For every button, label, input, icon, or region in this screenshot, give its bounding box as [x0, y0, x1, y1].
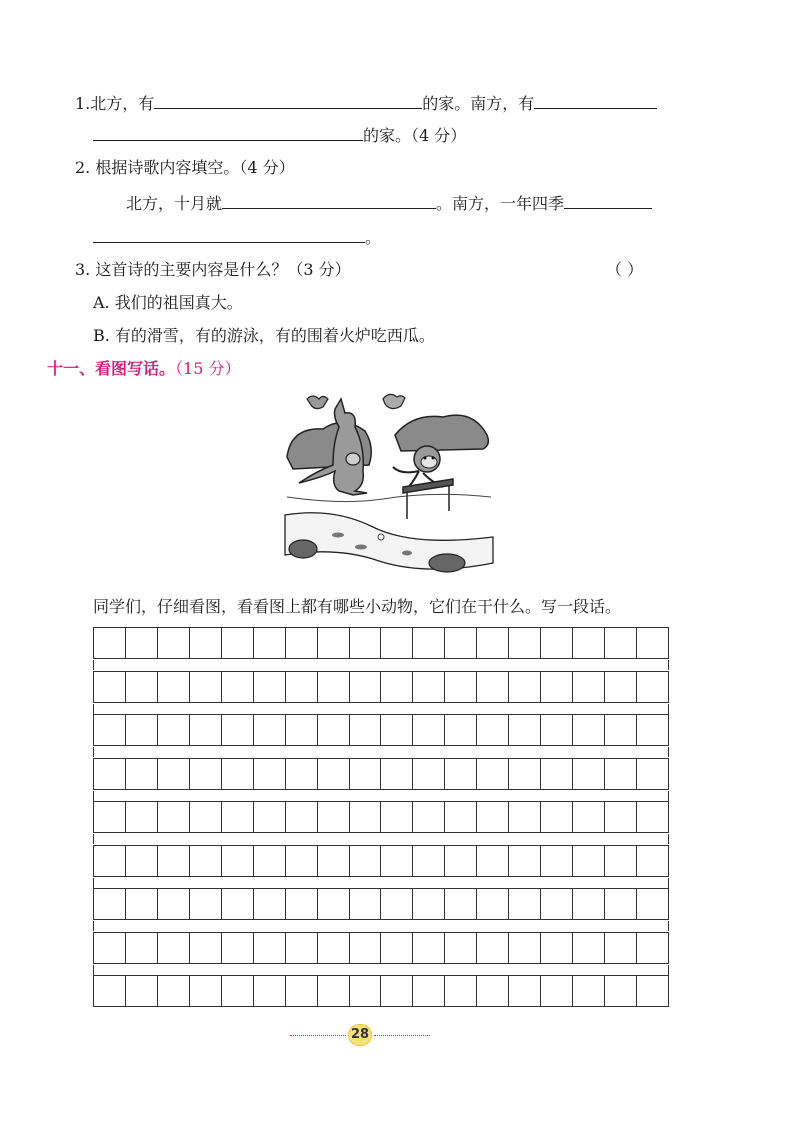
writing-cell[interactable]: [573, 628, 605, 658]
writing-cell[interactable]: [94, 976, 126, 1006]
writing-cell[interactable]: [126, 672, 158, 702]
writing-cell[interactable]: [254, 889, 286, 919]
writing-cell[interactable]: [637, 933, 668, 963]
writing-cell[interactable]: [94, 889, 126, 919]
writing-cell[interactable]: [509, 715, 541, 745]
question-1-number: 1.: [75, 94, 91, 113]
writing-cell[interactable]: [222, 802, 254, 832]
writing-cell[interactable]: [637, 889, 668, 919]
option-b: B. 有的滑雪，有的游泳，有的围着火炉吃西瓜。: [93, 326, 435, 345]
writing-cell[interactable]: [158, 628, 190, 658]
writing-cell[interactable]: [254, 933, 286, 963]
writing-cell[interactable]: [190, 628, 222, 658]
writing-cell[interactable]: [126, 802, 158, 832]
writing-cell[interactable]: [286, 976, 318, 1006]
row-spacer: [93, 660, 669, 670]
writing-cell[interactable]: [254, 628, 286, 658]
row-spacer: [93, 834, 669, 844]
answer-blank-2a[interactable]: [222, 192, 436, 209]
writing-grid-row[interactable]: [93, 671, 669, 703]
writing-cell[interactable]: [509, 628, 541, 658]
writing-cell[interactable]: [222, 933, 254, 963]
writing-cell[interactable]: [605, 802, 637, 832]
writing-cell[interactable]: [541, 846, 573, 876]
lily-pad-right: [429, 554, 465, 572]
section-title-text: 十一、看图写话。: [47, 359, 176, 378]
writing-cell[interactable]: [126, 759, 158, 789]
writing-cell[interactable]: [286, 846, 318, 876]
question-2-text-c: 。: [365, 228, 382, 247]
question-1-line-1: [75, 92, 657, 114]
writing-cell[interactable]: [126, 976, 158, 1006]
writing-cell[interactable]: [254, 715, 286, 745]
writing-cell[interactable]: [445, 889, 477, 919]
answer-paren[interactable]: （ ）: [606, 260, 644, 279]
writing-cell[interactable]: [318, 802, 350, 832]
writing-cell[interactable]: [318, 976, 350, 1006]
writing-cell[interactable]: [413, 715, 445, 745]
writing-cell[interactable]: [445, 759, 477, 789]
writing-cell[interactable]: [381, 846, 413, 876]
writing-cell[interactable]: [509, 802, 541, 832]
answer-blank-1c[interactable]: [93, 124, 363, 141]
bird-right: [383, 394, 405, 408]
writing-cell[interactable]: [509, 846, 541, 876]
writing-cell[interactable]: [413, 672, 445, 702]
writing-cell[interactable]: [286, 933, 318, 963]
writing-cell[interactable]: [190, 976, 222, 1006]
section-points: （15 分）: [175, 359, 241, 378]
writing-grid-row[interactable]: [93, 714, 669, 746]
writing-cell[interactable]: [413, 759, 445, 789]
writing-cell[interactable]: [477, 715, 509, 745]
writing-cell[interactable]: [637, 715, 668, 745]
writing-cell[interactable]: [350, 759, 382, 789]
writing-cell[interactable]: [413, 802, 445, 832]
writing-cell[interactable]: [573, 672, 605, 702]
lily-pad-left: [289, 540, 317, 558]
writing-cell[interactable]: [286, 759, 318, 789]
writing-cell[interactable]: [158, 846, 190, 876]
writing-cell[interactable]: [477, 976, 509, 1006]
writing-cell[interactable]: [381, 933, 413, 963]
writing-cell[interactable]: [381, 672, 413, 702]
writing-grid-row[interactable]: [93, 627, 669, 659]
row-spacer: [93, 747, 669, 757]
writing-cell[interactable]: [605, 846, 637, 876]
writing-cell[interactable]: [350, 933, 382, 963]
footer-dotted-line-left: [290, 1035, 346, 1036]
writing-cell[interactable]: [158, 802, 190, 832]
writing-cell[interactable]: [477, 933, 509, 963]
writing-cell[interactable]: [445, 933, 477, 963]
writing-cell[interactable]: [541, 802, 573, 832]
writing-cell[interactable]: [509, 889, 541, 919]
writing-cell[interactable]: [190, 889, 222, 919]
writing-cell[interactable]: [605, 976, 637, 1006]
writing-cell[interactable]: [605, 933, 637, 963]
writing-cell[interactable]: [318, 889, 350, 919]
writing-grid-row[interactable]: [93, 758, 669, 790]
writing-cell[interactable]: [318, 715, 350, 745]
question-2-line-1: [126, 192, 652, 214]
writing-cell[interactable]: [318, 933, 350, 963]
question-1-text-c: 的家。（4 分）: [363, 126, 467, 145]
writing-cell[interactable]: [381, 976, 413, 1006]
writing-cell[interactable]: [637, 759, 668, 789]
writing-cell[interactable]: [126, 933, 158, 963]
writing-cell[interactable]: [637, 628, 668, 658]
writing-cell[interactable]: [126, 715, 158, 745]
writing-cell[interactable]: [158, 976, 190, 1006]
writing-cell[interactable]: [445, 976, 477, 1006]
writing-cell[interactable]: [477, 672, 509, 702]
writing-cell[interactable]: [573, 933, 605, 963]
writing-cell[interactable]: [445, 715, 477, 745]
writing-cell[interactable]: [190, 715, 222, 745]
writing-cell[interactable]: [350, 802, 382, 832]
writing-grid-row[interactable]: [93, 801, 669, 833]
writing-cell[interactable]: [605, 628, 637, 658]
writing-cell[interactable]: [190, 802, 222, 832]
writing-cell[interactable]: [222, 628, 254, 658]
writing-cell[interactable]: [605, 759, 637, 789]
writing-cell[interactable]: [381, 889, 413, 919]
writing-cell[interactable]: [222, 889, 254, 919]
writing-cell[interactable]: [573, 846, 605, 876]
writing-cell[interactable]: [477, 889, 509, 919]
writing-cell[interactable]: [190, 672, 222, 702]
writing-cell[interactable]: [350, 889, 382, 919]
row-spacer: [93, 878, 669, 888]
row-spacer: [93, 921, 669, 931]
writing-cell[interactable]: [350, 715, 382, 745]
writing-cell[interactable]: [637, 802, 668, 832]
answer-blank-1a[interactable]: [154, 92, 422, 109]
writing-grid-row[interactable]: [93, 932, 669, 964]
writing-cell[interactable]: [477, 759, 509, 789]
writing-cell[interactable]: [573, 759, 605, 789]
writing-cell[interactable]: [381, 759, 413, 789]
writing-cell[interactable]: [94, 933, 126, 963]
writing-cell[interactable]: [126, 889, 158, 919]
writing-grid-row[interactable]: [93, 845, 669, 877]
question-3-title: 3. 这首诗的主要内容是什么？（3 分）: [75, 260, 351, 279]
page-number: 28: [348, 1024, 372, 1046]
writing-cell[interactable]: [509, 933, 541, 963]
writing-cell[interactable]: [190, 846, 222, 876]
writing-cell[interactable]: [605, 715, 637, 745]
writing-cell[interactable]: [637, 976, 668, 1006]
question-1-text-a: 北方，有: [90, 94, 155, 113]
writing-cell[interactable]: [541, 759, 573, 789]
answer-blank-1b[interactable]: [534, 92, 657, 109]
writing-cell[interactable]: [541, 976, 573, 1006]
writing-cell[interactable]: [445, 628, 477, 658]
writing-cell[interactable]: [286, 715, 318, 745]
question-2-text-a: 北方，十月就: [126, 194, 223, 213]
writing-cell[interactable]: [126, 846, 158, 876]
writing-cell[interactable]: [445, 802, 477, 832]
writing-grid-row[interactable]: [93, 975, 669, 1007]
writing-cell[interactable]: [477, 628, 509, 658]
writing-cell[interactable]: [541, 933, 573, 963]
writing-cell[interactable]: [381, 628, 413, 658]
writing-cell[interactable]: [381, 802, 413, 832]
question-1-line-2: [93, 124, 466, 146]
writing-cell[interactable]: [222, 976, 254, 1006]
writing-cell[interactable]: [286, 672, 318, 702]
writing-cell[interactable]: [94, 846, 126, 876]
writing-cell[interactable]: [541, 715, 573, 745]
answer-blank-2b[interactable]: [564, 192, 652, 209]
writing-cell[interactable]: [286, 889, 318, 919]
writing-cell[interactable]: [94, 715, 126, 745]
question-2-line-2: [93, 226, 381, 248]
writing-cell[interactable]: [637, 846, 668, 876]
question-2-title: 2. 根据诗歌内容填空。（4 分）: [75, 158, 295, 177]
writing-cell[interactable]: [573, 802, 605, 832]
writing-cell[interactable]: [94, 628, 126, 658]
writing-cell[interactable]: [222, 846, 254, 876]
writing-cell[interactable]: [190, 759, 222, 789]
writing-cell[interactable]: [413, 976, 445, 1006]
writing-cell[interactable]: [286, 628, 318, 658]
kangaroo-monkey-picture-icon: [283, 387, 495, 577]
writing-cell[interactable]: [94, 759, 126, 789]
joey: [346, 453, 360, 465]
writing-cell[interactable]: [381, 715, 413, 745]
writing-cell[interactable]: [94, 802, 126, 832]
writing-cell[interactable]: [318, 846, 350, 876]
writing-cell[interactable]: [190, 933, 222, 963]
writing-cell[interactable]: [350, 672, 382, 702]
writing-cell[interactable]: [254, 976, 286, 1006]
writing-cell[interactable]: [158, 759, 190, 789]
row-spacer: [93, 965, 669, 975]
writing-cell[interactable]: [222, 715, 254, 745]
writing-cell[interactable]: [158, 715, 190, 745]
writing-cell[interactable]: [541, 628, 573, 658]
writing-cell[interactable]: [413, 846, 445, 876]
writing-cell[interactable]: [318, 759, 350, 789]
writing-cell[interactable]: [350, 976, 382, 1006]
writing-cell[interactable]: [222, 672, 254, 702]
writing-cell[interactable]: [318, 628, 350, 658]
writing-cell[interactable]: [413, 933, 445, 963]
writing-cell[interactable]: [445, 846, 477, 876]
writing-cell[interactable]: [254, 802, 286, 832]
writing-cell[interactable]: [605, 889, 637, 919]
writing-cell[interactable]: [573, 715, 605, 745]
question-1-text-b: 的家。南方，有: [422, 94, 535, 113]
writing-cell[interactable]: [222, 759, 254, 789]
writing-cell[interactable]: [126, 628, 158, 658]
writing-grid-row[interactable]: [93, 888, 669, 920]
writing-cell[interactable]: [541, 889, 573, 919]
section-title: [47, 359, 240, 379]
row-spacer: [93, 791, 669, 801]
writing-cell[interactable]: [413, 889, 445, 919]
writing-cell[interactable]: [158, 672, 190, 702]
question-2-text-b: 。南方，一年四季: [436, 194, 565, 213]
writing-cell[interactable]: [477, 846, 509, 876]
writing-cell[interactable]: [94, 672, 126, 702]
writing-cell[interactable]: [541, 672, 573, 702]
writing-cell[interactable]: [413, 628, 445, 658]
writing-prompt: 同学们，仔细看图，看看图上都有哪些小动物，它们在干什么。写一段话。: [93, 597, 622, 616]
writing-cell[interactable]: [573, 889, 605, 919]
writing-cell[interactable]: [350, 628, 382, 658]
writing-cell[interactable]: [509, 976, 541, 1006]
writing-cell[interactable]: [254, 846, 286, 876]
writing-cell[interactable]: [254, 672, 286, 702]
writing-cell[interactable]: [318, 672, 350, 702]
writing-cell[interactable]: [286, 802, 318, 832]
bird-left: [307, 396, 328, 409]
writing-cell[interactable]: [573, 976, 605, 1006]
writing-cell[interactable]: [477, 802, 509, 832]
footer-dotted-line-right: [374, 1035, 430, 1036]
writing-cell[interactable]: [445, 672, 477, 702]
row-spacer: [93, 704, 669, 714]
option-a: A. 我们的祖国真大。: [93, 293, 243, 312]
writing-cell[interactable]: [509, 759, 541, 789]
right-bush: [395, 415, 488, 451]
writing-cell[interactable]: [350, 846, 382, 876]
writing-cell[interactable]: [158, 933, 190, 963]
writing-cell[interactable]: [637, 672, 668, 702]
writing-cell[interactable]: [158, 889, 190, 919]
writing-cell[interactable]: [605, 672, 637, 702]
writing-cell[interactable]: [254, 759, 286, 789]
writing-cell[interactable]: [509, 672, 541, 702]
answer-blank-2c[interactable]: [93, 226, 365, 243]
